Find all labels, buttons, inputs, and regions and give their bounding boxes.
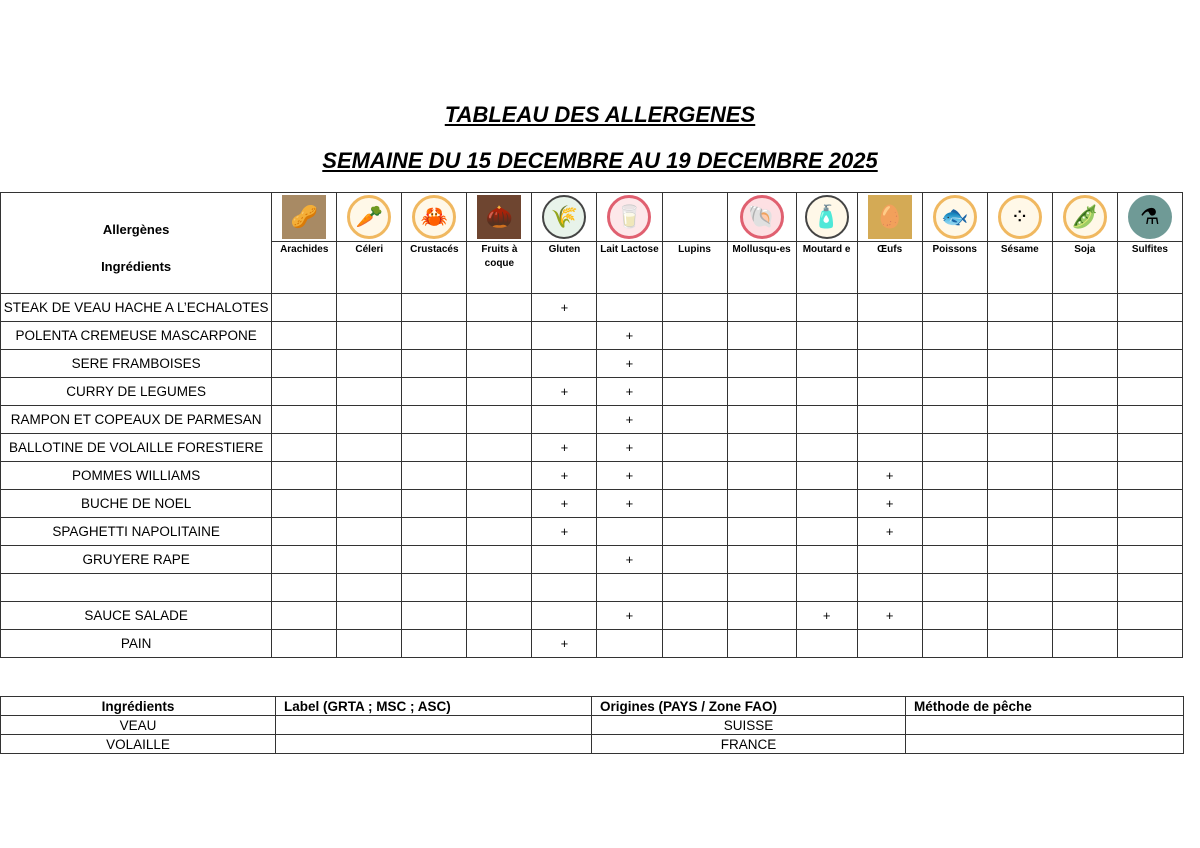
allergen-col-1 [337,193,402,294]
allergen-mark [1052,294,1117,322]
allergen-mark [662,574,727,602]
allergen-mark [796,294,857,322]
allergen-mark [987,602,1052,630]
allergen-col-9 [857,193,922,294]
allergen-mark [857,630,922,658]
allergen-mark [662,602,727,630]
origins-cell [276,735,592,754]
allergen-mark [1117,462,1182,490]
dish-name: PAIN [1,630,272,658]
allergen-label: Crustacés [402,241,466,293]
soy-icon: 🫛 [1063,195,1107,239]
page-title: TABLEAU DES ALLERGENES [444,102,756,127]
allergen-mark [1052,518,1117,546]
allergen-label: Œufs [858,241,922,293]
allergen-label: Fruits à coque [467,241,531,293]
allergen-label: Céleri [337,241,401,293]
origins-cell: FRANCE [592,735,906,754]
allergen-mark [727,490,796,518]
allergen-mark: + [532,630,597,658]
allergen-mark [796,322,857,350]
allergen-mark [727,602,796,630]
mustard-icon: 🧴 [805,195,849,239]
allergen-mark [597,574,662,602]
allergen-mark [662,490,727,518]
dish-name: BUCHE DE NOEL [1,490,272,518]
allergen-mark [272,406,337,434]
allergen-col-4 [532,193,597,294]
allergen-mark [1052,630,1117,658]
allergen-mark [467,378,532,406]
allergen-mark [796,406,857,434]
dish-name: BALLOTINE DE VOLAILLE FORESTIERE [1,434,272,462]
allergen-mark: + [532,462,597,490]
allergen-col-2 [402,193,467,294]
table-row [1,294,1183,322]
allergen-mark [987,574,1052,602]
origins-table [0,696,1184,754]
origins-cell [906,735,1184,754]
allergen-mark [857,294,922,322]
allergen-label: Arachides [272,241,336,293]
allergen-mark [272,630,337,658]
allergen-col-5 [597,193,662,294]
wheat-icon: 🌾 [542,195,586,239]
allergen-mark [987,518,1052,546]
allergen-mark [1117,490,1182,518]
page-subtitle: SEMAINE DU 15 DECEMBRE AU 19 DECEMBRE 2025 [322,148,878,173]
allergen-mark [987,294,1052,322]
allergen-col-0 [272,193,337,294]
allergen-mark [727,546,796,574]
allergen-mark [857,574,922,602]
allergen-mark [1117,294,1182,322]
table-row [1,735,1184,754]
allergen-mark [402,490,467,518]
table-row [1,406,1183,434]
allergen-mark [922,378,987,406]
allergen-mark [1117,406,1182,434]
allergen-mark [796,546,857,574]
table-row [1,716,1184,735]
allergen-mark [857,322,922,350]
allergen-mark [662,406,727,434]
table-row [1,378,1183,406]
allergen-mark [272,350,337,378]
allergen-mark [727,322,796,350]
allergen-mark [1052,350,1117,378]
allergen-mark [922,406,987,434]
fish-icon: 🐟 [933,195,977,239]
table-row [1,574,1183,602]
allergen-mark: + [796,602,857,630]
dish-name: CURRY DE LEGUMES [1,378,272,406]
allergen-mark [987,378,1052,406]
allergen-mark [597,294,662,322]
allergen-label: Mollusqu-es [728,241,796,293]
allergen-label: Gluten [532,241,596,293]
allergen-mark [987,630,1052,658]
allergen-mark: + [597,546,662,574]
table-row [1,462,1183,490]
allergen-mark [597,518,662,546]
allergen-mark [662,546,727,574]
allergen-mark [272,462,337,490]
peanut-icon: 🥜 [282,195,326,239]
allergen-col-7 [727,193,796,294]
allergen-mark [467,490,532,518]
allergen-mark [987,350,1052,378]
allergen-label: Soja [1053,241,1117,293]
allergen-mark [727,294,796,322]
allergen-mark [272,518,337,546]
allergen-table [0,192,1183,658]
allergen-mark: + [597,350,662,378]
allergen-mark [922,546,987,574]
allergen-mark [1117,378,1182,406]
origins-cell: VEAU [1,716,276,735]
allergen-label: Moutard e [797,241,857,293]
allergen-mark [532,574,597,602]
origins-cell [276,716,592,735]
allergen-mark [662,378,727,406]
allergen-mark [337,378,402,406]
allergen-mark [1052,378,1117,406]
allergen-mark [1117,574,1182,602]
allergen-mark [922,434,987,462]
allergen-mark: + [597,378,662,406]
egg-icon: 🥚 [868,195,912,239]
allergen-mark [337,434,402,462]
allergen-mark: + [857,518,922,546]
allergen-mark [337,602,402,630]
allergen-mark [922,574,987,602]
origins-header: Ingrédients [1,697,276,716]
allergen-mark [1052,602,1117,630]
empty-icon [673,195,717,239]
dish-name: POMMES WILLIAMS [1,462,272,490]
allergen-mark [662,322,727,350]
celery-icon: 🥕 [347,195,391,239]
allergen-mark [467,518,532,546]
table-row [1,322,1183,350]
allergen-mark [922,518,987,546]
allergen-mark [796,630,857,658]
allergen-mark [727,378,796,406]
origins-header-row [1,697,1184,716]
allergen-mark [402,350,467,378]
allergen-col-3 [467,193,532,294]
allergen-mark [662,518,727,546]
allergen-mark [922,462,987,490]
table-row [1,434,1183,462]
allergen-mark [337,630,402,658]
allergen-mark [796,490,857,518]
allergen-mark [796,350,857,378]
allergen-mark [467,462,532,490]
allergen-mark [662,294,727,322]
allergen-mark [1117,602,1182,630]
allergen-mark [272,574,337,602]
allergen-mark [922,350,987,378]
shell-icon: 🐚 [740,195,784,239]
allergen-mark [796,378,857,406]
dish-name: SPAGHETTI NAPOLITAINE [1,518,272,546]
allergen-mark [922,630,987,658]
allergen-mark [337,546,402,574]
table-row [1,630,1183,658]
allergen-mark [337,350,402,378]
allergen-mark [402,574,467,602]
allergen-mark [1117,322,1182,350]
origins-cell [906,716,1184,735]
table-row [1,518,1183,546]
allergen-label: Sulfites [1118,241,1182,293]
allergen-mark [337,294,402,322]
allergen-mark [402,630,467,658]
allergen-mark [402,406,467,434]
allergen-mark [402,322,467,350]
dish-name: SERE FRAMBOISES [1,350,272,378]
allergen-mark [922,322,987,350]
allergen-mark [1117,434,1182,462]
allergen-mark [272,490,337,518]
dish-name: SAUCE SALADE [1,602,272,630]
allergen-mark [272,378,337,406]
allergen-mark [532,546,597,574]
origins-header: Origines (PAYS / Zone FAO) [592,697,906,716]
nut-icon: 🌰 [477,195,521,239]
milk-icon: 🥛 [607,195,651,239]
ingredients-label: Ingrédients [101,259,172,274]
allergen-mark [402,378,467,406]
allergen-mark: + [532,294,597,322]
allergen-mark [467,350,532,378]
allergen-header-row [1,193,1183,294]
allergen-mark [857,350,922,378]
allergen-mark [727,434,796,462]
allergen-mark [1052,434,1117,462]
allergen-mark [532,602,597,630]
allergen-col-8 [796,193,857,294]
allergen-mark [272,434,337,462]
allergen-mark [987,434,1052,462]
origins-header: Label (GRTA ; MSC ; ASC) [276,697,592,716]
allergen-mark [467,630,532,658]
allergen-mark [402,602,467,630]
allergen-mark [402,434,467,462]
dish-name: RAMPON ET COPEAUX DE PARMESAN [1,406,272,434]
origins-header: Méthode de pêche [906,697,1184,716]
allergen-mark [467,406,532,434]
allergen-mark [727,630,796,658]
dish-name: GRUYERE RAPE [1,546,272,574]
allergen-mark [987,322,1052,350]
allergen-mark [402,294,467,322]
header-corner [1,193,272,294]
allergen-label: Sésame [988,241,1052,293]
allergen-mark [662,350,727,378]
allergen-mark [727,462,796,490]
allergen-mark [857,378,922,406]
allergens-label: Allergènes [102,222,170,237]
allergen-mark [1052,322,1117,350]
allergen-mark [796,434,857,462]
allergen-mark [402,462,467,490]
allergen-mark: + [597,462,662,490]
allergen-mark [1117,630,1182,658]
allergen-mark [597,630,662,658]
dish-name [1,574,272,602]
allergen-label: Lupins [663,241,727,293]
allergen-mark [796,462,857,490]
allergen-mark: + [597,434,662,462]
allergen-mark [467,434,532,462]
allergen-mark: + [532,490,597,518]
allergen-mark [796,574,857,602]
allergen-mark [922,490,987,518]
table-row [1,546,1183,574]
allergen-mark [272,322,337,350]
allergen-mark [467,294,532,322]
sesame-icon: ⁘ [998,195,1042,239]
allergen-mark [1052,574,1117,602]
allergen-mark: + [597,406,662,434]
allergen-mark [987,462,1052,490]
allergen-label: Poissons [923,241,987,293]
allergen-mark: + [597,322,662,350]
allergen-col-11 [987,193,1052,294]
allergen-mark [1052,546,1117,574]
allergen-mark [402,518,467,546]
allergen-mark: + [532,378,597,406]
allergen-mark [727,350,796,378]
allergen-col-12 [1052,193,1117,294]
allergen-label: Lait Lactose [597,241,661,293]
allergen-mark [857,406,922,434]
allergen-mark [337,518,402,546]
allergen-mark [662,462,727,490]
allergen-mark: + [532,434,597,462]
allergen-mark [987,546,1052,574]
allergen-mark [532,406,597,434]
allergen-mark [662,630,727,658]
allergen-mark [337,406,402,434]
allergen-mark [402,546,467,574]
dish-name: STEAK DE VEAU HACHE A L’ECHALOTES [1,294,272,322]
allergen-mark [727,574,796,602]
origins-cell: SUISSE [592,716,906,735]
allergen-mark [987,490,1052,518]
allergen-mark [337,574,402,602]
allergen-mark: + [597,490,662,518]
allergen-mark [922,602,987,630]
allergen-mark [467,322,532,350]
allergen-mark [272,294,337,322]
allergen-mark [857,546,922,574]
allergen-mark [1052,406,1117,434]
allergen-col-6 [662,193,727,294]
allergen-mark [467,574,532,602]
allergen-mark [662,434,727,462]
allergen-mark [272,602,337,630]
allergen-mark [1052,490,1117,518]
allergen-mark [467,546,532,574]
allergen-mark [857,434,922,462]
allergen-mark [727,518,796,546]
allergen-mark [337,490,402,518]
allergen-mark: + [857,602,922,630]
allergen-mark [467,602,532,630]
allergen-mark [337,322,402,350]
allergen-col-10 [922,193,987,294]
allergen-col-13 [1117,193,1182,294]
allergen-mark [337,462,402,490]
allergen-mark [987,406,1052,434]
allergen-mark [1052,462,1117,490]
dish-name: POLENTA CREMEUSE MASCARPONE [1,322,272,350]
allergen-mark [796,518,857,546]
table-row [1,490,1183,518]
allergen-mark [1117,350,1182,378]
allergen-mark [922,294,987,322]
table-row [1,602,1183,630]
allergen-mark: + [857,490,922,518]
flask-icon: ⚗ [1128,195,1172,239]
crab-icon: 🦀 [412,195,456,239]
allergen-mark: + [597,602,662,630]
allergen-mark [532,350,597,378]
allergen-mark [1117,518,1182,546]
allergen-mark: + [857,462,922,490]
allergen-mark [727,406,796,434]
allergen-mark: + [532,518,597,546]
allergen-mark [1117,546,1182,574]
allergen-mark [272,546,337,574]
origins-cell: VOLAILLE [1,735,276,754]
table-row [1,350,1183,378]
allergen-mark [532,322,597,350]
